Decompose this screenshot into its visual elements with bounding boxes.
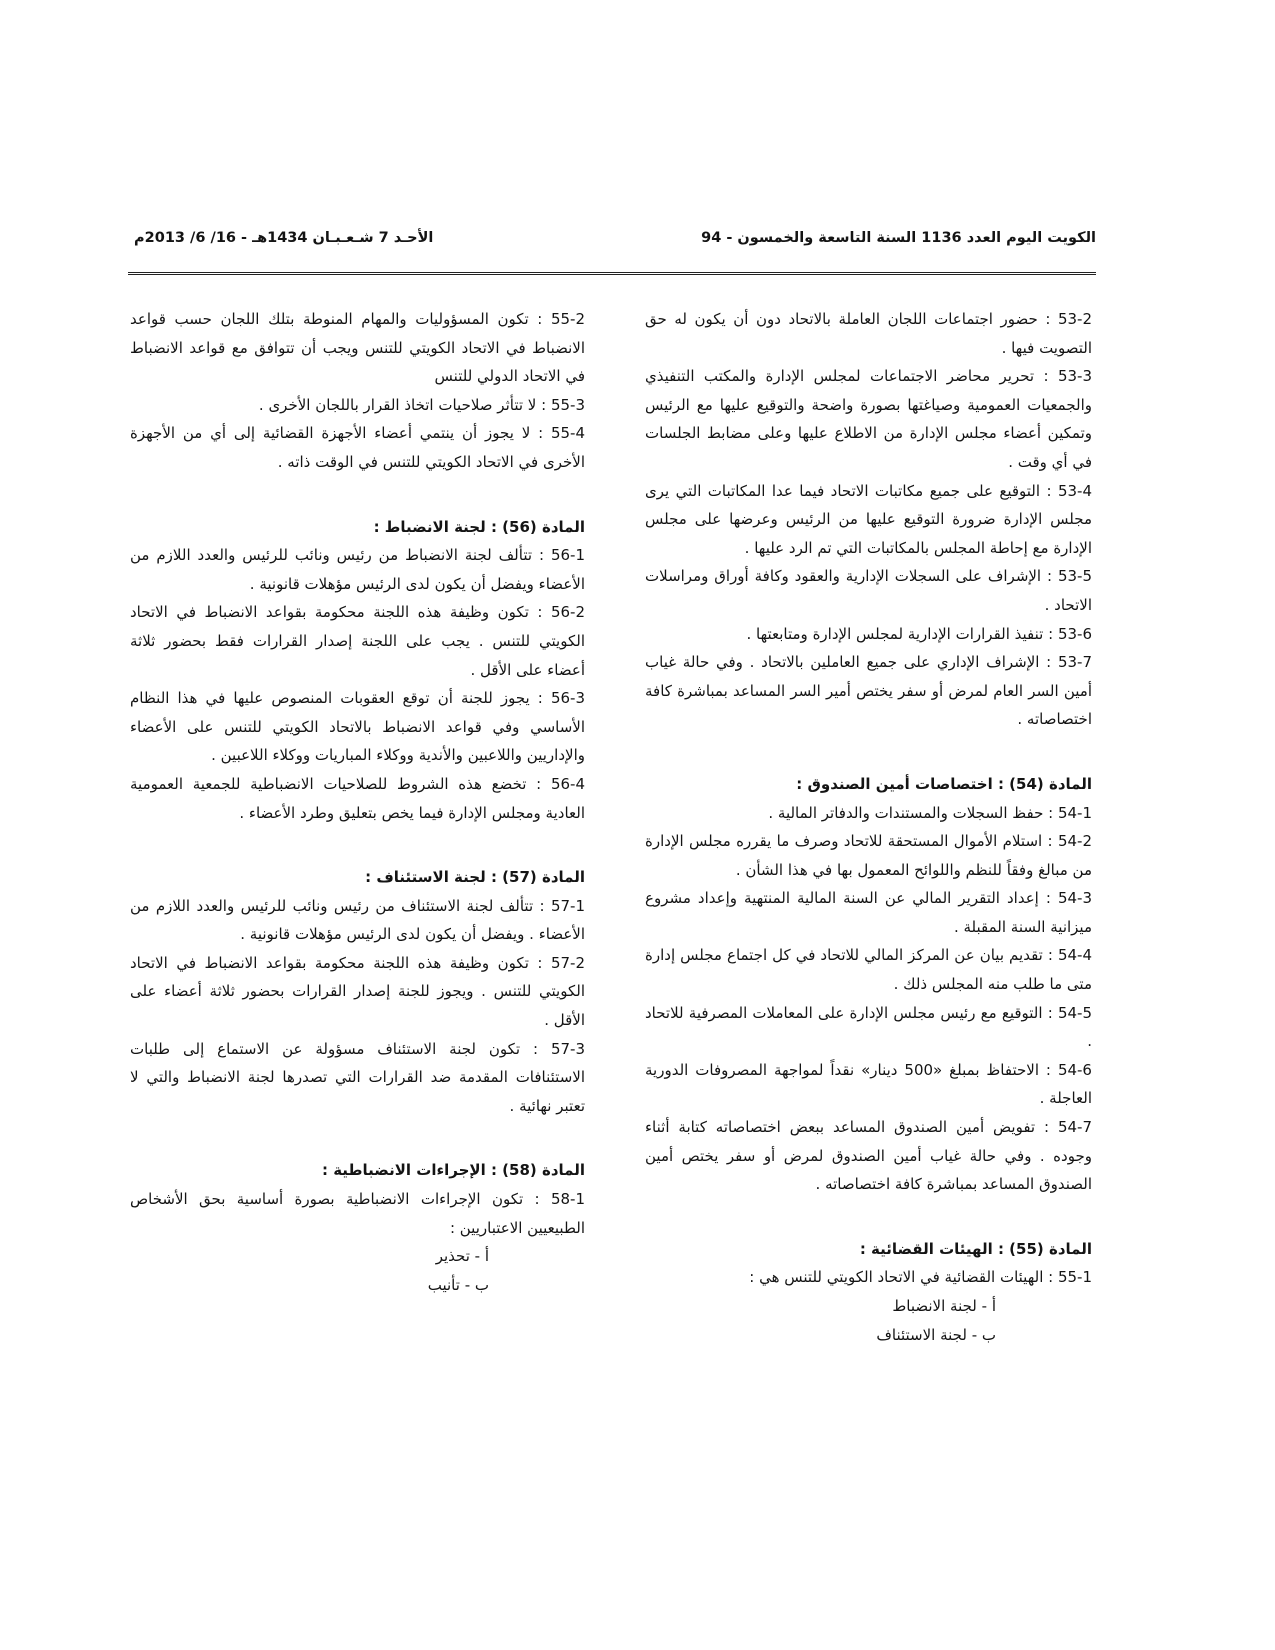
clause-paragraph: 53-5 : الإشراف على السجلات الإدارية والعقود وكافة أوراق ومراسلات الاتحاد .: [645, 567, 1092, 614]
clause-paragraph: 56-3 : يجوز للجنة أن توقع العقوبات المنصوص عليها في هذا النظام الأساسي وفي قواعد الانضباط بالاتحاد الكويتي للتنس على الأعضاء والإداريين واللاعبين والأندية ووكلاء المباريات ووكلاء اللاعبين .: [130, 689, 585, 765]
clause-paragraph: 54-3 : إعداد التقرير المالي عن السنة المالية المنتهية وإعداد مشروع ميزانية السنة المقبلة .: [645, 889, 1092, 936]
clause-paragraph: 56-1 : تتألف لجنة الانضباط من رئيس ونائب للرئيس والعدد اللازم من الأعضاء ويفضل أن يكون لدى الرئيس مؤهلات قانونية .: [130, 546, 585, 593]
list-subitem: أ - تحذير: [435, 1247, 489, 1266]
clause-paragraph: 56-4 : تخضع هذه الشروط للصلاحيات الانضباطية للجمعية العمومية العادية ومجلس الإدارة فيما يخص بتعليق وطرد الأعضاء .: [130, 774, 585, 822]
clause-paragraph: 54-4 : تقديم بيان عن المركز المالي للاتحاد في كل اجتماع مجلس إدارة متى ما طلب منه المجلس ذلك .: [645, 946, 1092, 994]
article-heading: المادة (54) : اختصاصات أمين الصندوق :: [796, 774, 1092, 793]
clause-paragraph: 57-2 : تكون وظيفة هذه اللجنة محكومة بقواعد الانضباط في الاتحاد الكويتي للتنس . ويجوز للجنة إصدار القرارات بحضور ثلاثة أعضاء على الأقل .: [130, 953, 585, 1030]
section-gap: [130, 1120, 585, 1152]
section-gap: [645, 734, 1092, 766]
section-gap: [645, 1199, 1092, 1231]
clause-paragraph: 55-4 : لا يجوز أن ينتمي أعضاء الأجهزة القضائية إلى أي من الأجهزة الأخرى في الاتحاد الكويتي للتنس في الوقت ذاته .: [130, 424, 585, 471]
section-gap: [130, 827, 585, 859]
right-column: [645, 305, 1092, 1349]
clause-paragraph: 54-6 : الاحتفاظ بمبلغ «500 دينار» نقداً لمواجهة المصروفات الدورية العاجلة .: [645, 1060, 1092, 1108]
list-subitem: أ - لجنة الانضباط: [892, 1297, 996, 1315]
clause-paragraph: 54-2 : استلام الأموال المستحقة للاتحاد وصرف ما يقرره مجلس الإدارة من مبالغ وفقاً للنظم واللوائح المعمول بها في هذا الشأن .: [645, 832, 1092, 879]
clause-paragraph: 54-7 : تفويض أمين الصندوق المساعد ببعض اختصاصاته كتابة أثناء وجوده . وفي حالة غياب أمين الصندوق لمرض أو سفر يختص أمين الصندوق المساعد بمباشرة كافة اختصاصاته .: [645, 1118, 1092, 1194]
gazette-issue-line: الكويت اليوم العدد 1136 السنة التاسعة والخمسون - 94: [701, 230, 1096, 246]
clause-paragraph: 57-3 : تكون لجنة الاستئناف مسؤولة عن الاستماع إلى طلبات الاستئنافات المقدمة ضد القرارات التي تصدرها لجنة الانضباط والتي لا تعتبر نهائية .: [130, 1039, 585, 1115]
article-heading: المادة (56) : لجنة الانضباط :: [373, 517, 585, 536]
clause-paragraph: 54-1 : حفظ السجلات والمستندات والدفاتر المالية .: [768, 803, 1092, 822]
clause-paragraph: 53-7 : الإشراف الإداري على جميع العاملين بالاتحاد . وفي حالة غياب أمين السر العام لمرض أو سفر يختص أمير السر المساعد بمباشرة كافة اختصاصاته .: [645, 653, 1092, 729]
clause-paragraph: 56-2 : تكون وظيفة هذه اللجنة محكومة بقواعد الانضباط في الاتحاد الكويتي للتنس . يجب على اللجنة إصدار القرارات فقط بحضور ثلاثة أعضاء على الأقل .: [130, 603, 585, 679]
clause-paragraph: 55-3 : لا تتأثر صلاحيات اتخاذ القرار باللجان الأخرى .: [258, 395, 585, 414]
clause-paragraph: 54-5 : التوقيع مع رئيس مجلس الإدارة على المعاملات المصرفية للاتحاد .: [645, 1003, 1092, 1051]
article-heading: المادة (57) : لجنة الاستئناف :: [365, 868, 585, 887]
section-gap: [130, 477, 585, 509]
clause-paragraph: 57-1 : تتألف لجنة الاستئناف من رئيس ونائب للرئيس والعدد اللازم من الأعضاء . ويفضل أن يكون لدى الرئيس مؤهلات قانونية .: [130, 896, 585, 944]
article-heading: المادة (58) : الإجراءات الانضباطية :: [321, 1161, 585, 1180]
clause-paragraph: 53-3 : تحرير محاضر الاجتماعات لمجلس الإدارة والمكتب التنفيذي والجمعيات العمومية وصياغتها بصورة واضحة والتوقيع عليها مع الرئيس وتمكين أعضاء مجلس الإدارة من الاطلاع عليها وعلى مضابط الجلسات في أي وقت .: [645, 367, 1092, 471]
clause-paragraph: 58-1 : تكون الإجراءات الانضباطية بصورة أساسية بحق الأشخاص الطبيعيين الاعتباريين :: [130, 1190, 585, 1237]
header-rule: [128, 272, 1096, 275]
list-subitem: ب - تأنيب: [427, 1275, 489, 1294]
list-subitem: ب - لجنة الاستئناف: [876, 1325, 996, 1344]
gazette-date-line: الأحـد 7 شـعـبـان 1434هـ - 16/ 6/ 2013م: [134, 230, 434, 246]
clause-paragraph: 55-1 : الهيئات القضائية في الاتحاد الكويتي للتنس هي :: [749, 1268, 1092, 1287]
clause-paragraph: 53-2 : حضور اجتماعات اللجان العاملة بالاتحاد دون أن يكون له حق التصويت فيها .: [645, 310, 1092, 357]
clause-paragraph: 53-4 : التوقيع على جميع مكاتبات الاتحاد فيما عدا المكاتبات التي يرى مجلس الإدارة ضرورة التوقيع عليها من الرئيس وعرضها على مجلس الإدارة مع إحاطة المجلس بالمكاتبات التي تم الرد عليها .: [645, 481, 1092, 557]
clause-paragraph: 53-6 : تنفيذ القرارات الإدارية لمجلس الإدارة ومتابعتها .: [746, 624, 1092, 643]
left-column: [130, 305, 585, 1299]
article-heading: المادة (55) : الهيئات القضائية :: [859, 1239, 1092, 1258]
page-header: [128, 226, 1096, 256]
clause-paragraph: 55-2 : تكون المسؤوليات والمهام المنوطة بتلك اللجان حسب قواعد الانضباط في الاتحاد الكويتي للتنس ويجب أن تتوافق مع قواعد الانضباط في الاتحاد الدولي للتنس: [130, 310, 585, 386]
